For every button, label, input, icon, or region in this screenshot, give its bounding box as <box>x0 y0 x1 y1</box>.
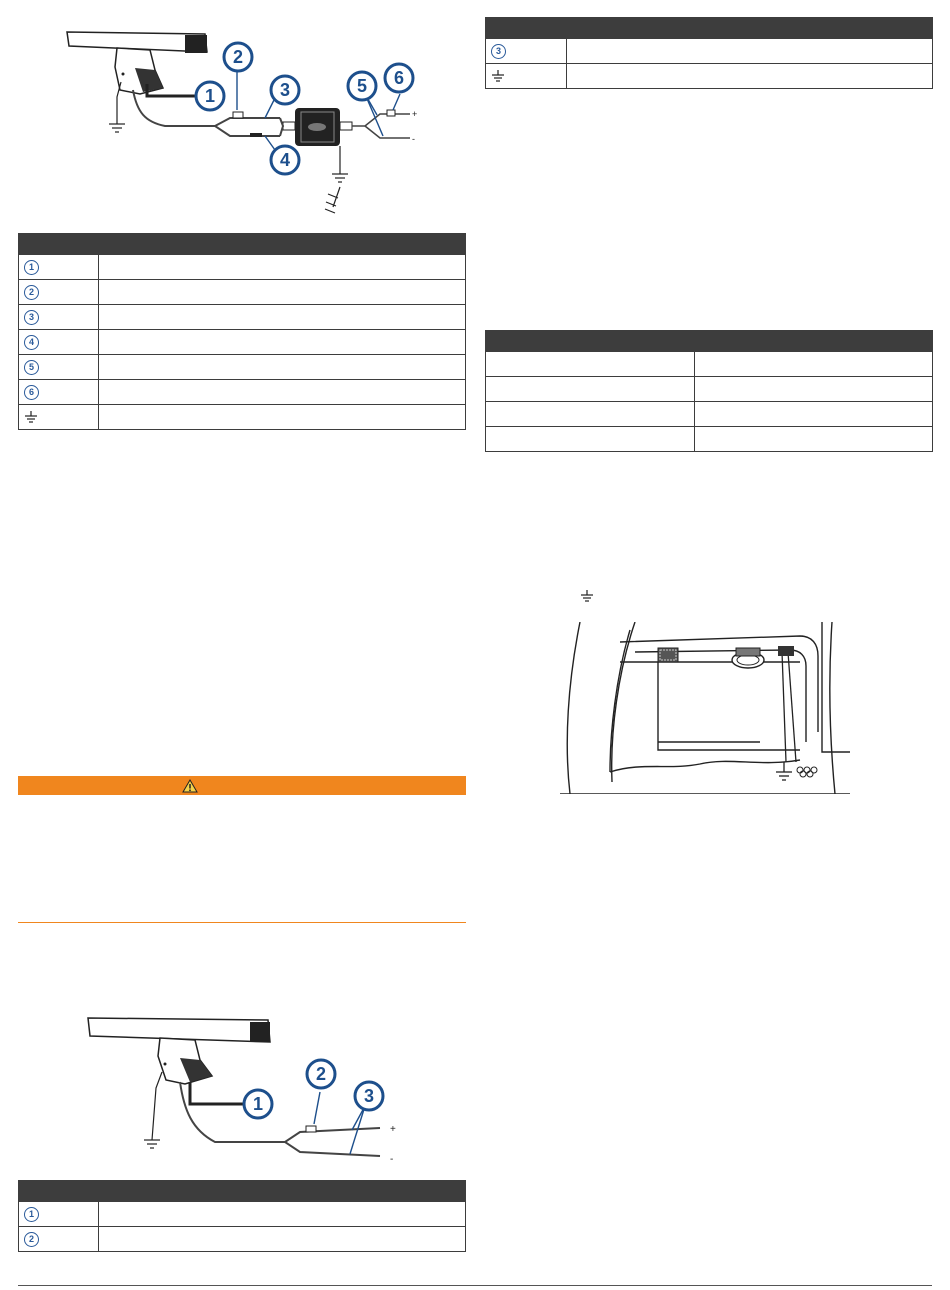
callout-number: 1 <box>24 1207 39 1222</box>
callout-3 <box>355 1082 383 1110</box>
callout-number: 5 <box>24 360 39 375</box>
callout-number: 6 <box>24 385 39 400</box>
polarity-plus: + <box>412 109 418 119</box>
table-row <box>19 380 466 405</box>
ground-icon <box>491 69 505 83</box>
callout-number: 3 <box>24 310 39 325</box>
ground-icon <box>580 589 594 603</box>
svg-text:5: 5 <box>356 76 368 96</box>
callout-table-right-1 <box>485 17 933 89</box>
section-divider <box>18 922 466 923</box>
polarity-minus: - <box>412 134 415 144</box>
callout-number: 1 <box>24 260 39 275</box>
callout-4 <box>271 146 299 174</box>
warning-triangle-icon <box>182 779 198 793</box>
polarity-plus: + <box>390 1124 396 1135</box>
mounting-ground-illustration <box>560 622 850 794</box>
table-row <box>19 1202 466 1227</box>
wiring-diagram-direct <box>80 1010 420 1170</box>
svg-text:3: 3 <box>363 1086 375 1106</box>
ground-symbol-filter <box>325 146 348 213</box>
table-row <box>486 377 933 402</box>
table-header <box>19 234 466 255</box>
callout-2 <box>224 43 252 71</box>
table-row <box>19 1227 466 1252</box>
callout-5 <box>348 72 376 100</box>
wiring-diagram-filter <box>55 22 435 222</box>
radar-antenna <box>88 1018 270 1084</box>
polarity-minus: - <box>390 1154 394 1165</box>
svg-text:2: 2 <box>315 1064 327 1084</box>
spec-table <box>485 330 933 452</box>
callout-1 <box>244 1090 272 1118</box>
ground-symbol <box>144 1072 162 1148</box>
callout-3 <box>271 76 299 104</box>
callout-6 <box>385 64 413 92</box>
table-row <box>486 402 933 427</box>
callout-number: 2 <box>24 285 39 300</box>
svg-text:2: 2 <box>232 47 244 67</box>
table-row <box>19 280 466 305</box>
table-row <box>486 64 933 89</box>
table-row <box>19 255 466 280</box>
table-header <box>486 18 933 39</box>
table-row <box>19 330 466 355</box>
filter-box <box>283 108 352 146</box>
callout-table-1 <box>18 233 466 430</box>
table-row <box>486 39 933 64</box>
callout-number: 4 <box>24 335 39 350</box>
svg-text:1: 1 <box>204 86 216 106</box>
table-row <box>486 427 933 452</box>
table-row <box>19 305 466 330</box>
warning-banner <box>18 776 466 795</box>
callout-1 <box>196 82 224 110</box>
svg-text:3: 3 <box>279 80 291 100</box>
ground-icon <box>24 410 38 424</box>
callout-table-2 <box>18 1180 466 1252</box>
table-row <box>19 355 466 380</box>
callout-number: 3 <box>491 44 506 59</box>
callout-number: 2 <box>24 1232 39 1247</box>
radar-antenna <box>67 32 207 94</box>
callout-2 <box>307 1060 335 1088</box>
svg-text:1: 1 <box>252 1094 264 1114</box>
table-header <box>19 1181 466 1202</box>
svg-text:6: 6 <box>393 68 405 88</box>
table-row <box>486 352 933 377</box>
table-row <box>19 405 466 430</box>
table-header <box>486 331 933 352</box>
page-footer-rule <box>18 1285 932 1286</box>
svg-text:4: 4 <box>279 150 291 170</box>
